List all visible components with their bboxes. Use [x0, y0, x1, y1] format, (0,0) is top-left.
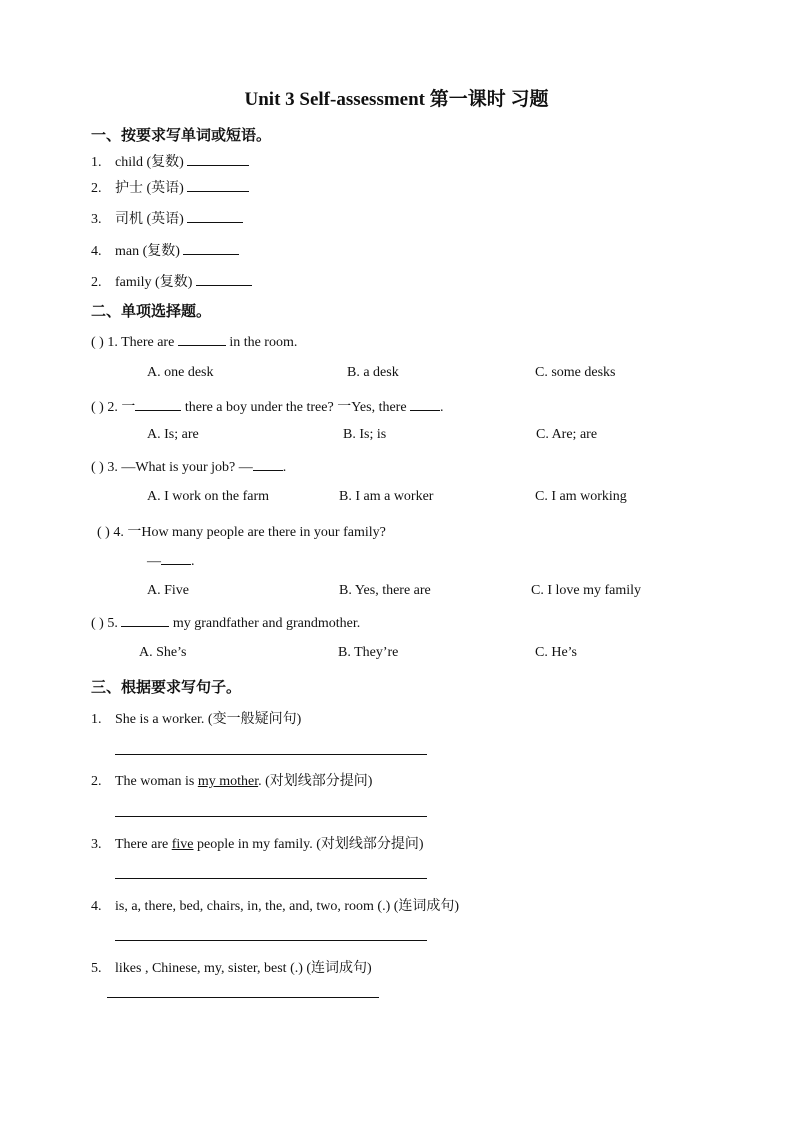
- item-text: family (复数): [115, 275, 193, 290]
- answer-line[interactable]: [115, 816, 427, 817]
- question-stem: [91, 614, 360, 632]
- answer-line[interactable]: [115, 878, 427, 879]
- option-b[interactable]: B. I am a worker: [339, 489, 434, 504]
- answer-blank[interactable]: [196, 273, 252, 286]
- answer-parens[interactable]: ( ): [91, 460, 104, 475]
- item-text: child (复数): [115, 155, 184, 170]
- option-b[interactable]: B. Yes, there are: [339, 583, 431, 598]
- item-number: 2.: [91, 181, 102, 196]
- question-text: 1. There are: [107, 335, 175, 350]
- sentence-item: [91, 895, 459, 915]
- item-text: 护士 (英语): [115, 181, 184, 196]
- page-title: Unit 3 Self-assessment 第一课时 习题: [244, 89, 549, 110]
- word-item: [91, 151, 249, 171]
- option-a[interactable]: A. Is; are: [147, 427, 199, 442]
- sentence-item: [91, 957, 372, 977]
- answer-blank[interactable]: [161, 552, 191, 565]
- option-a[interactable]: A. Five: [147, 583, 189, 598]
- sentence-item: [91, 770, 372, 790]
- answer-blank[interactable]: [178, 333, 226, 346]
- item-text: 司机 (英语): [115, 212, 184, 227]
- answer-parens[interactable]: ( ): [91, 335, 104, 350]
- item-number: 4.: [91, 244, 102, 259]
- item-number: 5.: [91, 961, 102, 976]
- option-c[interactable]: C. I love my family: [531, 583, 642, 598]
- answer-parens[interactable]: ( ): [91, 616, 104, 631]
- underlined-text: my mother: [197, 774, 259, 789]
- question-text: in the room.: [229, 335, 298, 350]
- item-text: is, a, there, bed, chairs, in, the, and, two, room (.) (连词成句): [115, 899, 460, 914]
- question-text: .: [440, 400, 444, 415]
- item-number: 4.: [91, 899, 102, 914]
- option-c[interactable]: C. He’s: [535, 645, 577, 660]
- question-stem: [91, 333, 297, 351]
- option-b[interactable]: B. a desk: [347, 365, 399, 380]
- word-item: [91, 240, 239, 260]
- answer-parens[interactable]: ( ): [91, 400, 104, 415]
- answer-blank[interactable]: [253, 458, 283, 471]
- answer-blank[interactable]: [135, 398, 181, 411]
- option-b[interactable]: B. Is; is: [343, 427, 387, 442]
- word-item: [91, 208, 243, 228]
- answer-line[interactable]: [115, 940, 427, 941]
- item-number: 1.: [91, 155, 102, 170]
- question-text: 5.: [107, 616, 118, 631]
- item-text: people in my family. (对划线部分提问): [193, 837, 424, 852]
- answer-blank[interactable]: [187, 179, 249, 192]
- answer-blank[interactable]: [187, 153, 249, 166]
- word-item: [91, 177, 249, 197]
- answer-line[interactable]: [107, 997, 379, 998]
- question-text: there a boy under the tree? 一Yes, there: [184, 400, 407, 415]
- sentence-item: [91, 708, 301, 728]
- option-b[interactable]: B. They’re: [338, 645, 399, 660]
- answer-end: .: [191, 554, 195, 569]
- item-number: 1.: [91, 712, 102, 727]
- answer-parens[interactable]: ( ): [97, 525, 110, 540]
- underlined-text: five: [171, 837, 194, 852]
- item-text: The woman is: [115, 774, 198, 789]
- question-text: 4. 一How many people are there in your family?: [113, 525, 386, 540]
- option-c[interactable]: C. I am working: [535, 489, 627, 504]
- item-text: man (复数): [115, 244, 180, 259]
- item-text: likes , Chinese, my, sister, best (.) (连词成句): [115, 961, 372, 976]
- answer-dash: —: [147, 554, 161, 569]
- item-number: 3.: [91, 212, 102, 227]
- section-2-heading: 二、单项选择题。: [91, 304, 212, 320]
- answer-blank[interactable]: [121, 614, 169, 627]
- question-stem: [91, 396, 444, 416]
- section-1-heading: 一、按要求写单词或短语。: [91, 128, 272, 144]
- sentence-item: [91, 833, 424, 853]
- option-a[interactable]: A. I work on the farm: [147, 489, 270, 504]
- item-number: 2.: [91, 774, 102, 789]
- item-text: . (对划线部分提问): [258, 774, 373, 789]
- option-a[interactable]: A. She’s: [139, 645, 187, 660]
- question-stem: [91, 458, 286, 476]
- answer-blank[interactable]: [410, 398, 440, 411]
- item-number: 3.: [91, 837, 102, 852]
- item-text: She is a worker. (变一般疑问句): [115, 712, 302, 727]
- question-text: 2. 一: [107, 400, 136, 415]
- option-c[interactable]: C. Are; are: [536, 427, 598, 442]
- question-stem: [97, 521, 386, 541]
- answer-blank[interactable]: [183, 242, 239, 255]
- answer-blank[interactable]: [187, 210, 243, 223]
- question-text: my grandfather and grandmother.: [172, 616, 361, 631]
- section-3-heading: 三、根据要求写句子。: [91, 680, 242, 696]
- answer-line: [147, 552, 195, 570]
- question-text: .: [282, 460, 287, 475]
- word-item: [91, 271, 252, 291]
- item-number: 2.: [91, 275, 102, 290]
- question-text: 3. —What is your job? —: [107, 460, 253, 475]
- option-c[interactable]: C. some desks: [535, 365, 616, 380]
- item-text: There are: [115, 837, 172, 852]
- answer-line[interactable]: [115, 754, 427, 755]
- option-a[interactable]: A. one desk: [147, 365, 214, 380]
